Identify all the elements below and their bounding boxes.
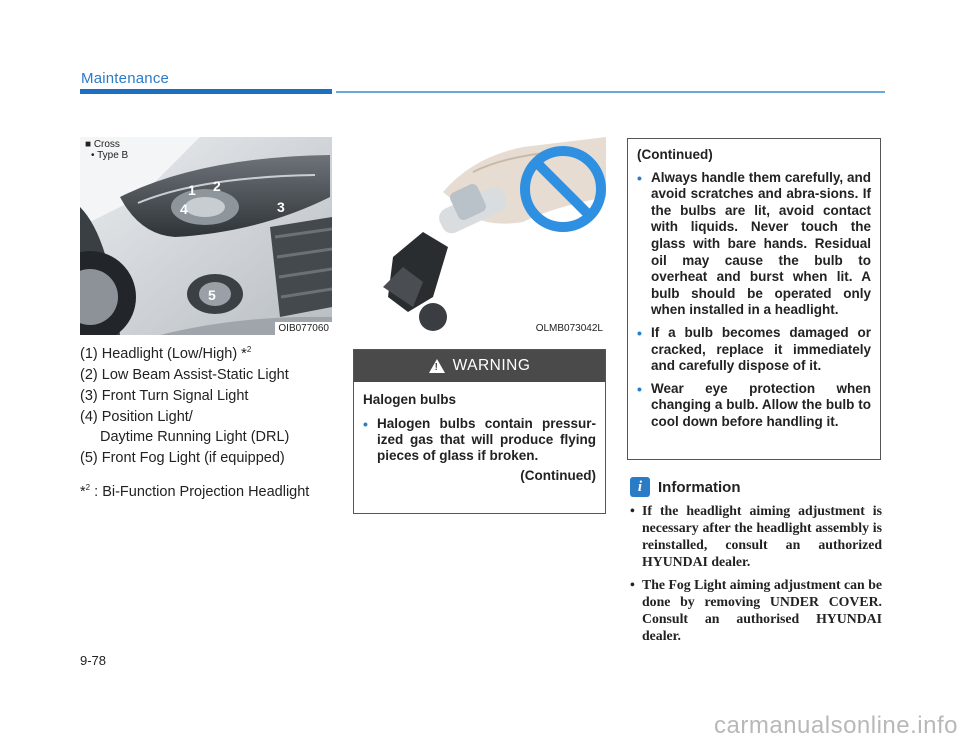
callout-5: 5 — [208, 287, 216, 303]
continued-heading: (Continued) — [637, 147, 713, 162]
continued-box — [627, 138, 881, 460]
callout-1: 1 — [188, 182, 196, 198]
warning-header: ! WARNING — [354, 350, 605, 382]
list-item: (4) Position Light/ Daytime Running Light (DRL) — [80, 408, 290, 445]
info-icon: i — [630, 477, 650, 497]
continued-bullet: • If a bulb becomes damaged or cracked, replace it immediately and carefully dispose of it. — [637, 324, 871, 374]
figure-code-left: OIB077060 — [275, 322, 332, 335]
bulb-photo — [353, 137, 606, 335]
header-rule-light — [336, 91, 885, 93]
parts-list — [80, 340, 340, 469]
warning-subtitle: Halogen bulbs — [363, 392, 457, 407]
continued-bullet: • Wear eye protection when changing a bulb. Allow the bulb to cool down before handling it. — [637, 380, 871, 429]
figure-legend-sub: • Type B — [91, 150, 129, 161]
list-item: (3) Front Turn Signal Light — [80, 387, 249, 404]
headlight-photo — [80, 137, 332, 335]
header-rule-dark — [80, 89, 332, 94]
section-title: Maintenance — [81, 70, 170, 87]
continued-bullet: • Always handle them carefully, and avoid scratches and abra-sions. If the bulbs are lit, avoid contact with liquids. Never touch the glass with bare hands. Residual oil may cause the bulb to overheat and burst when lit. A bulb should be operated only when installed in a headlight. — [637, 169, 871, 318]
warning-continued: (Continued) — [520, 468, 596, 483]
page-number: 9-78 — [80, 653, 107, 668]
figure-code-mid: OLMB073042L — [533, 322, 606, 335]
information-heading: i Information — [630, 477, 741, 497]
warning-triangle-icon: ! — [429, 359, 445, 373]
list-item: (1) Headlight (Low/High) *$^2$ — [80, 345, 252, 362]
list-item: (2) Low Beam Assist-Static Light — [80, 366, 289, 383]
watermark: carmanualsonline.info — [714, 712, 958, 739]
headlight-figure — [80, 137, 332, 335]
information-bullet: • The Fog Light aiming adjustment can be done by removing UNDER COVER. Consult an authorised HYUNDAI dealer. — [630, 577, 882, 643]
bulb-figure — [353, 137, 606, 335]
information-bullet: • If the headlight aiming adjustment is necessary after the headlight assembly is reinstalled, consult an authorized HYUNDAI dealer. — [630, 503, 882, 569]
list-item: (5) Front Fog Light (if equipped) — [80, 449, 285, 466]
footnote: *$^2$ : Bi-Function Projection Headlight — [80, 483, 310, 500]
callout-3: 3 — [277, 199, 285, 215]
figure-legend: ■ Cross — [85, 139, 120, 150]
warning-bullet: • Halogen bulbs contain pressur-ized gas that will produce flying pieces of glass if broken. — [363, 416, 596, 463]
callout-2: 2 — [213, 178, 221, 194]
warning-box — [353, 349, 606, 514]
information-body — [630, 502, 882, 650]
callout-4: 4 — [180, 201, 188, 217]
